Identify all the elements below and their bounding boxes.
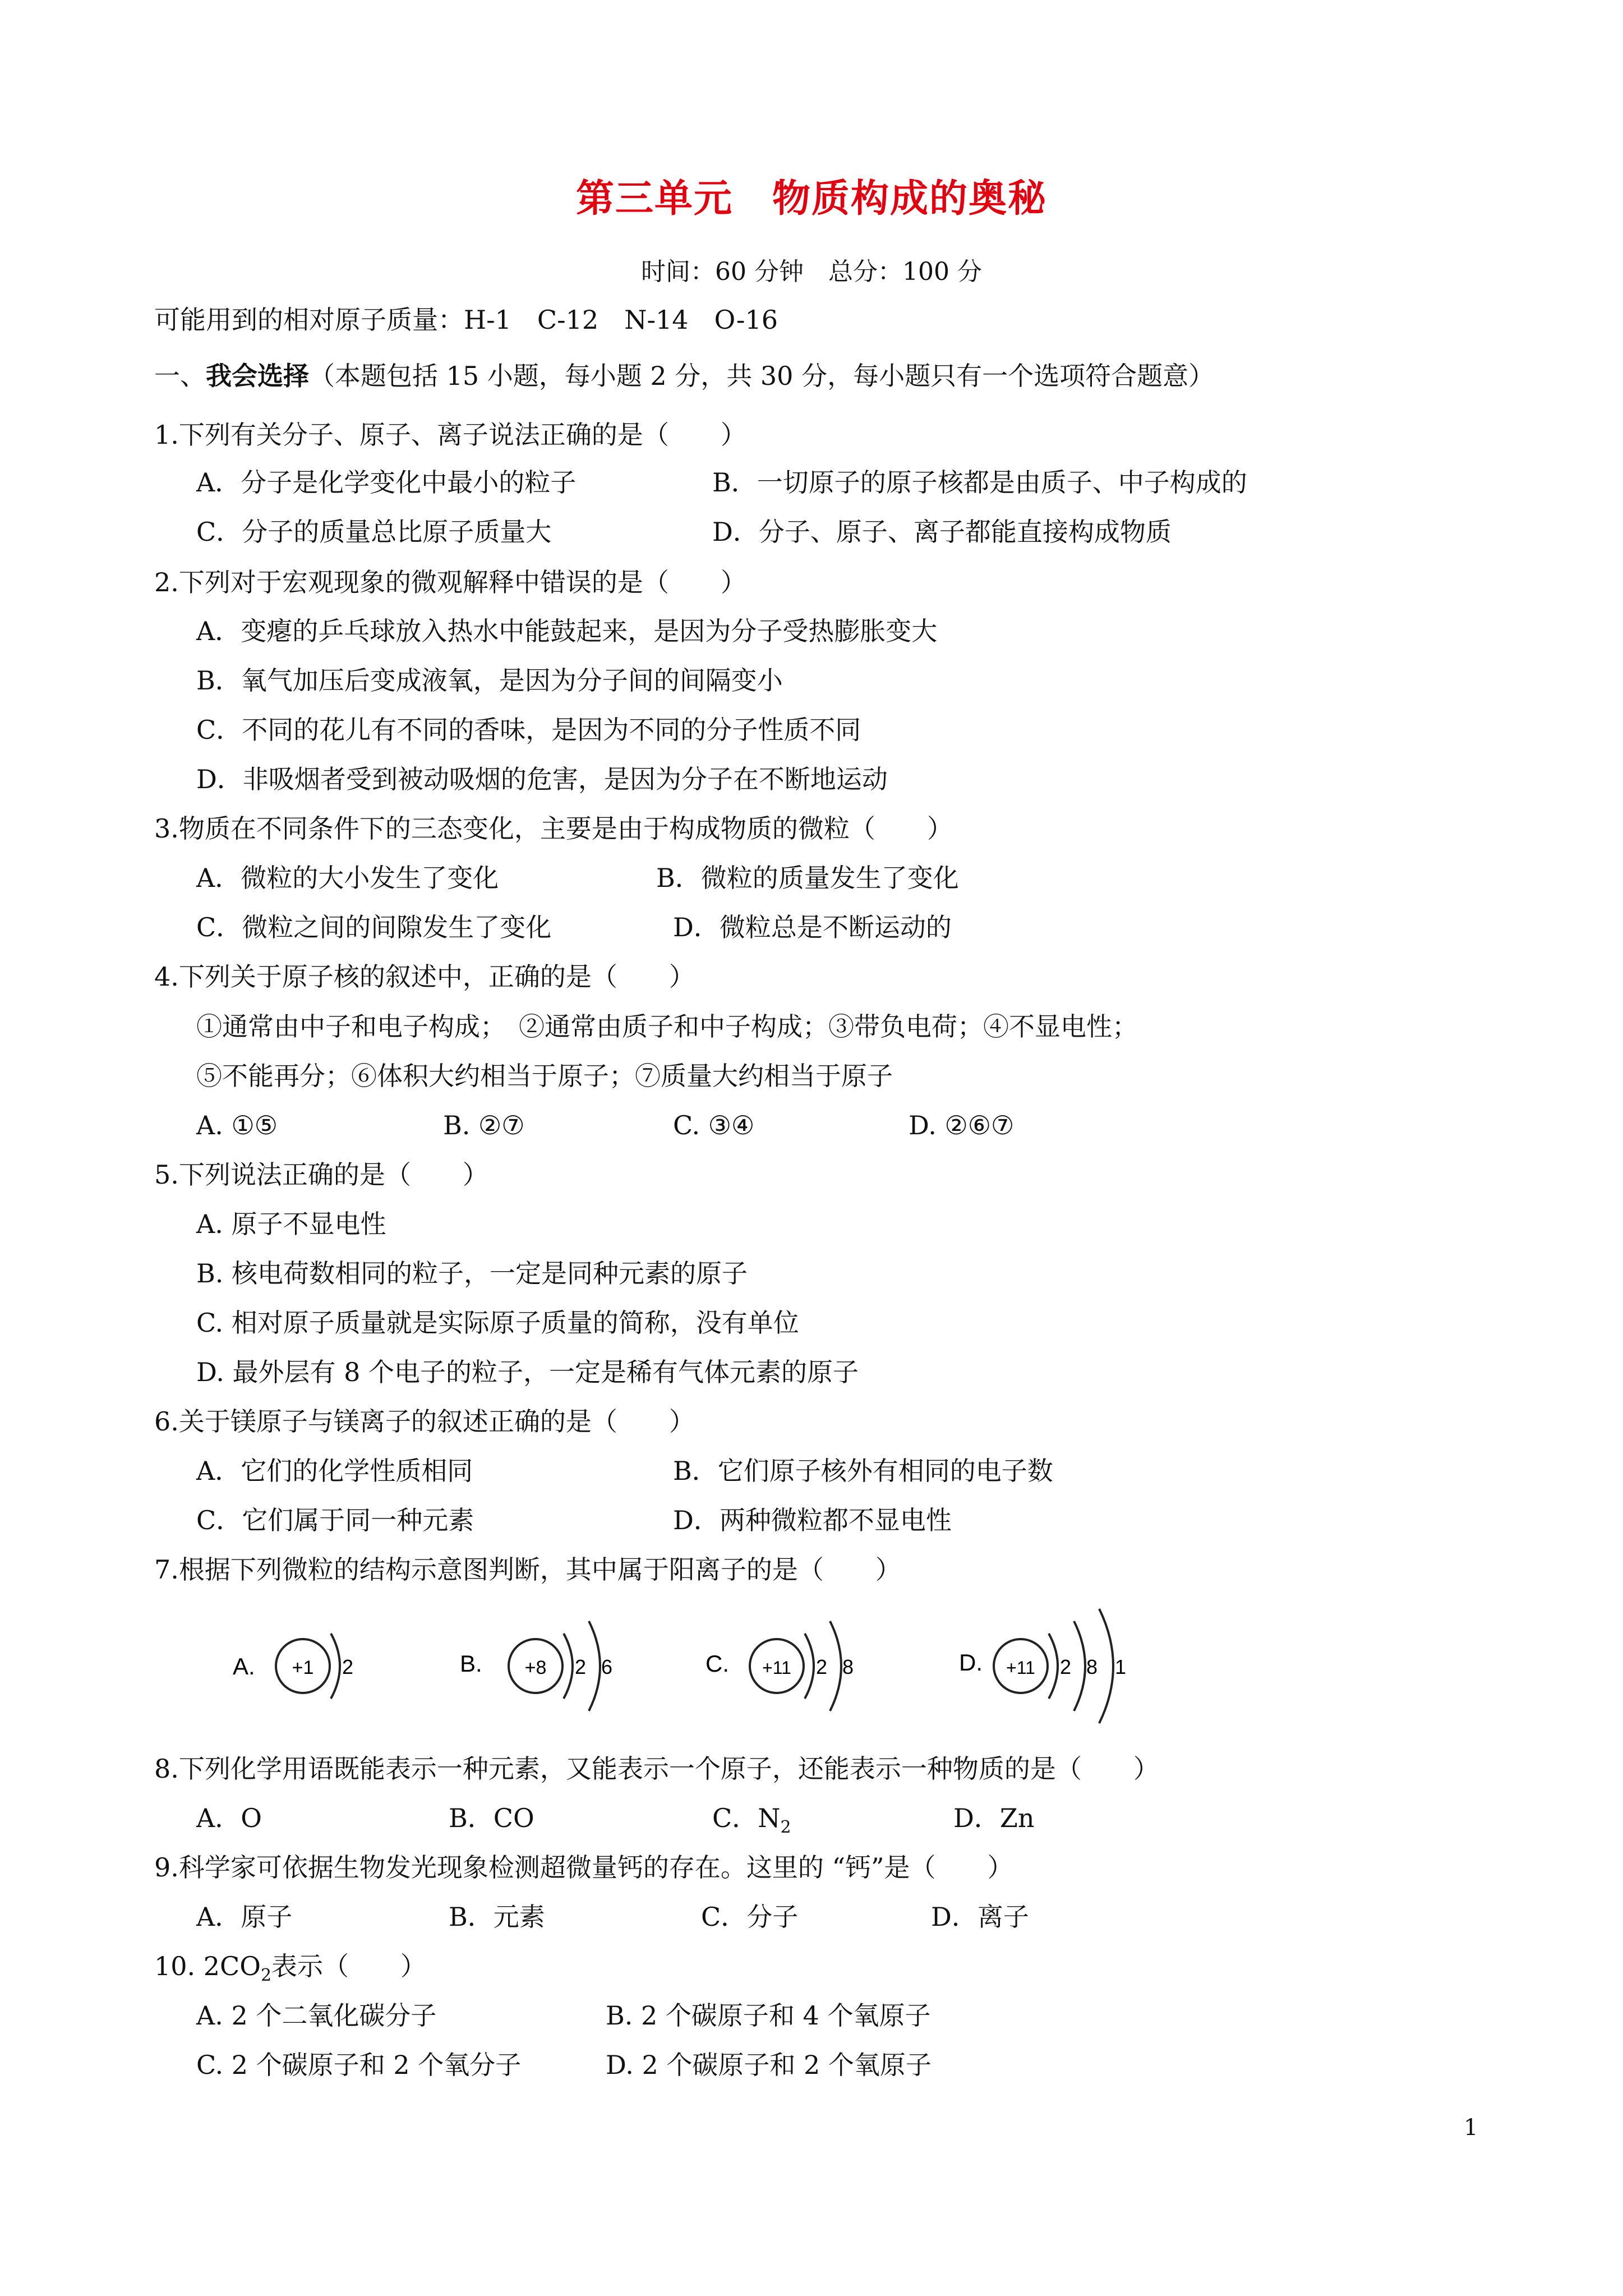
diagram-c	[706, 1621, 854, 1711]
q3-option-d: D．微粒总是不断运动的	[673, 912, 952, 942]
q1-option-a: A．分子是化学变化中最小的粒子	[196, 467, 577, 498]
question-8-stem: 8.下列化学用语既能表示一种元素，又能表示一个原子，还能表示一种物质的是（ ）	[154, 1754, 1159, 1784]
page-title: 第三单元 物质构成的奥秘	[575, 176, 1047, 221]
diagram-a-shell-1-count: 2	[342, 1655, 354, 1678]
diagram-b	[460, 1621, 612, 1711]
diagram-d-letter: D.	[959, 1649, 983, 1676]
q6-option-a: A．它们的化学性质相同	[196, 1456, 473, 1486]
diagram-a-shell-1	[331, 1634, 340, 1699]
q8-option-d: D．Zn	[953, 1803, 1035, 1833]
question-4-stem: 4.下列关于原子核的叙述中，正确的是（ ）	[154, 961, 695, 992]
diagram-a-nucleus: +1	[292, 1657, 314, 1678]
diagram-b-nucleus: +8	[524, 1657, 547, 1678]
diagram-c-nucleus: +11	[762, 1658, 791, 1678]
q4-statements-line-2: ⑤不能再分；⑥体积大约相当于原子；⑦质量大约相当于原子	[196, 1061, 893, 1091]
page-number: 1	[1464, 2115, 1478, 2141]
q6-option-b: B．它们原子核外有相同的电子数	[673, 1456, 1053, 1486]
question-10-stem	[154, 1949, 426, 1993]
q4-statements-line-1: ①通常由中子和电子构成； ②通常由质子和中子构成；③带负电荷；④不显电性；	[196, 1011, 1138, 1042]
q2-option-d: D．非吸烟者受到被动吸烟的危害，是因为分子在不断地运动	[196, 764, 888, 794]
q9-option-a: A．原子	[196, 1902, 293, 1932]
q5-option-c: C. 相对原子质量就是实际原子质量的简称，没有单位	[196, 1308, 799, 1338]
question-5-stem: 5.下列说法正确的是（ ）	[154, 1159, 488, 1190]
q10-stem-subscript: 2	[260, 1966, 272, 1986]
section-prefix: 一、	[154, 361, 206, 391]
diagram-d-shell-1	[1049, 1634, 1058, 1699]
q2-option-a: A．变瘪的乒乓球放入热水中能鼓起来，是因为分子受热膨胀变大	[196, 616, 938, 646]
q3-option-a: A．微粒的大小发生了变化	[196, 863, 499, 893]
q10-option-b: B. 2 个碳原子和 4 个氧原子	[606, 2000, 931, 2031]
q10-option-c: C. 2 个碳原子和 2 个氧分子	[196, 2050, 522, 2080]
q2-option-c: C．不同的花儿有不同的香味，是因为不同的分子性质不同	[196, 715, 861, 745]
diagram-d-nucleus: +11	[1006, 1658, 1035, 1678]
diagram-b-shell-2-count: 6	[601, 1655, 613, 1678]
q5-option-d: D. 最外层有 8 个电子的粒子，一定是稀有气体元素的原子	[196, 1357, 859, 1387]
q2-option-b: B．氧气加压后变成液氧，是因为分子间的间隔变小	[196, 665, 783, 696]
diagram-c-shell-1-count: 2	[816, 1655, 828, 1678]
q4-option-a: A. ①⑤	[196, 1110, 278, 1140]
diagram-b-shell-2	[589, 1621, 600, 1711]
diagram-a	[233, 1634, 353, 1699]
q9-option-c: C．分子	[701, 1902, 799, 1932]
question-1-stem: 1.下列有关分子、原子、离子说法正确的是（ ）	[154, 420, 746, 450]
q10-option-a: A. 2 个二氧化碳分子	[196, 2000, 437, 2031]
q3-option-c: C．微粒之间的间隙发生了变化	[196, 912, 552, 942]
diagram-d-shell-3-count: 1	[1115, 1655, 1127, 1678]
question-6-stem: 6.关于镁原子与镁离子的叙述正确的是（ ）	[154, 1406, 695, 1437]
atom-structure-diagrams	[224, 1604, 1178, 1728]
q4-option-d: D. ②⑥⑦	[909, 1110, 1015, 1140]
q8-option-b: B．CO	[449, 1803, 534, 1833]
q10-stem-pre: 10. 2CO	[154, 1951, 261, 1981]
q5-option-b: B. 核电荷数相同的粒子，一定是同种元素的原子	[196, 1258, 748, 1289]
section-heading	[154, 359, 1214, 393]
exam-info: 时间：60 分钟 总分：100 分	[641, 257, 982, 286]
diagram-c-shell-2-count: 8	[842, 1655, 854, 1678]
q9-option-b: B．元素	[449, 1902, 545, 1932]
q1-option-c: C．分子的质量总比原子质量大	[196, 517, 552, 547]
diagram-c-letter: C.	[706, 1650, 729, 1677]
q8-option-c-text: C．N	[712, 1803, 781, 1833]
question-7-stem: 7.根据下列微粒的结构示意图判断，其中属于阳离子的是（ ）	[154, 1554, 901, 1585]
q3-option-b: B．微粒的质量发生了变化	[656, 863, 959, 893]
q6-option-c: C．它们属于同一种元素	[196, 1505, 474, 1535]
q1-option-d: D．分子、原子、离子都能直接构成物质	[712, 517, 1172, 547]
question-9-stem: 9.科学家可依据生物发光现象检测超微量钙的存在。这里的 “钙”是（ ）	[154, 1852, 1013, 1883]
diagram-b-letter: B.	[460, 1650, 482, 1677]
q4-option-b: B. ②⑦	[443, 1110, 525, 1140]
diagram-b-shell-1-count: 2	[575, 1655, 587, 1678]
diagram-c-shell-1	[805, 1634, 814, 1699]
atomic-mass-line: 可能用到的相对原子质量：H-1 C-12 N-14 O-16	[154, 305, 778, 335]
q10-option-d: D. 2 个碳原子和 2 个氧原子	[606, 2050, 932, 2080]
diagram-d-shell-2-count: 8	[1086, 1655, 1098, 1678]
question-2-stem: 2.下列对于宏观现象的微观解释中错误的是（ ）	[154, 567, 746, 597]
question-3-stem: 3.物质在不同条件下的三态变化，主要是由于构成物质的微粒（ ）	[154, 813, 953, 844]
diagram-d	[959, 1609, 1126, 1723]
diagram-d-shell-3	[1099, 1609, 1113, 1723]
q4-option-c: C. ③④	[673, 1110, 755, 1140]
q6-option-d: D．两种微粒都不显电性	[673, 1505, 952, 1535]
q8-option-c	[712, 1801, 791, 1844]
diagram-d-shell-1-count: 2	[1060, 1655, 1072, 1678]
q8-option-c-subscript: 2	[780, 1818, 791, 1838]
diagram-a-letter: A.	[233, 1653, 255, 1680]
q9-option-d: D．离子	[931, 1902, 1029, 1932]
diagram-b-shell-1	[564, 1634, 573, 1699]
section-title: 我会选择	[206, 361, 309, 391]
q8-option-a: A．O	[196, 1803, 262, 1833]
q10-stem-post: 表示（ ）	[271, 1951, 427, 1981]
diagram-d-shell-2	[1074, 1621, 1085, 1711]
section-desc: （本题包括 15 小题，每小题 2 分，共 30 分，每小题只有一个选项符合题意）	[309, 361, 1215, 391]
q5-option-a: A. 原子不显电性	[196, 1209, 386, 1239]
q1-option-b: B．一切原子的原子核都是由质子、中子构成的	[712, 467, 1247, 498]
diagram-c-shell-2	[830, 1621, 841, 1711]
